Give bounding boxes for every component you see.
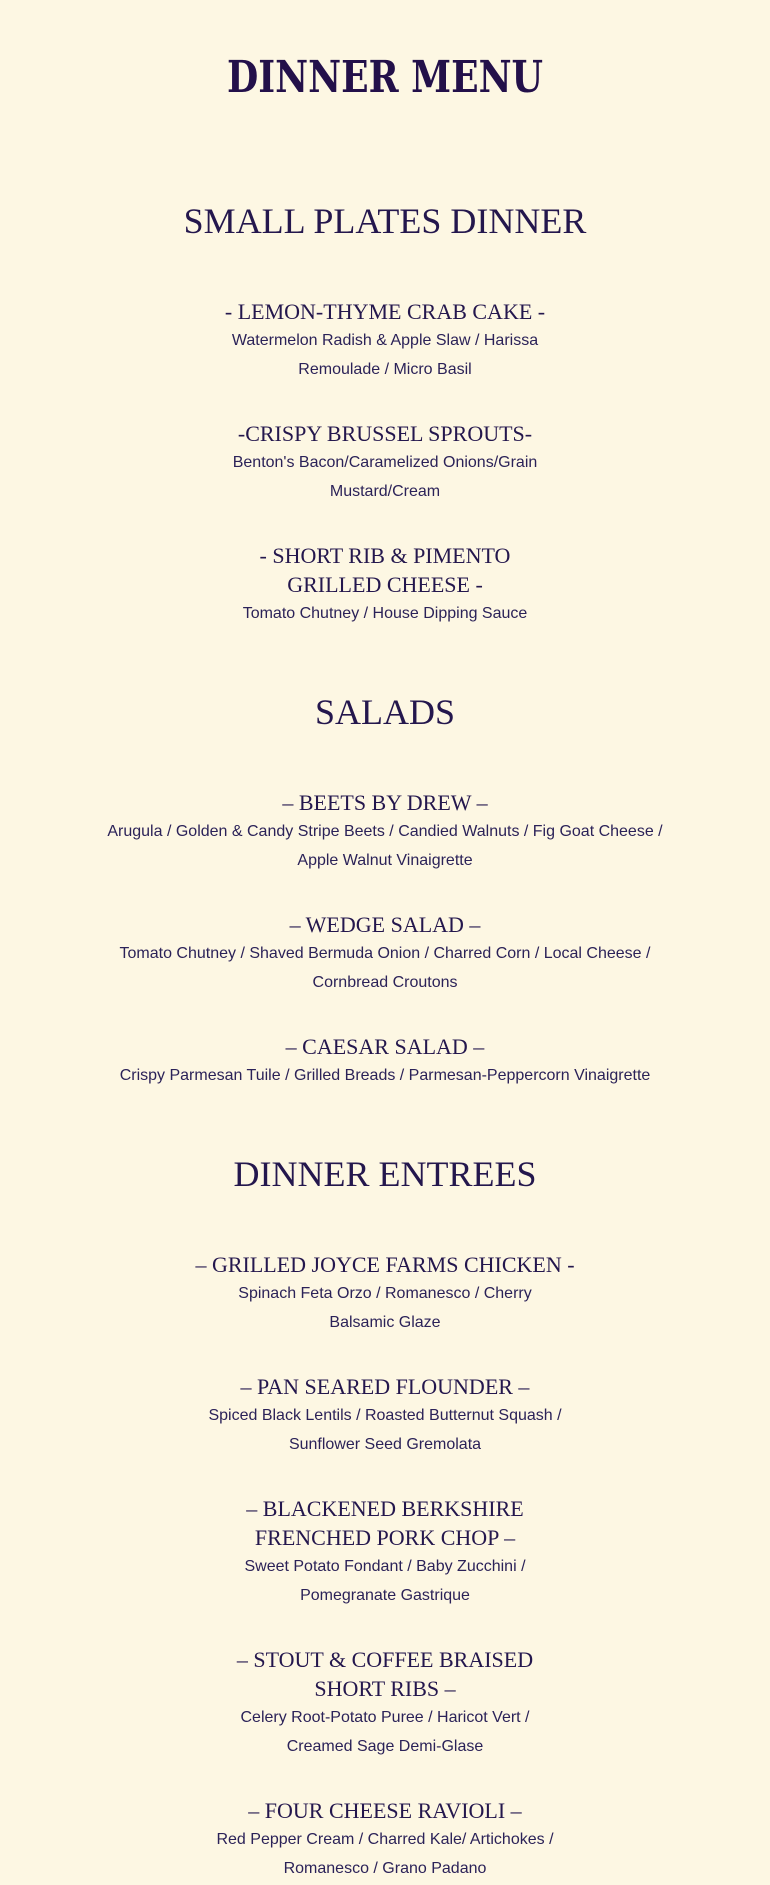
dish-description: Spinach Feta Orzo / Romanesco / Cherry Balsamic Glaze <box>238 1285 532 1331</box>
menu-item <box>0 541 770 628</box>
menu-item <box>0 910 770 997</box>
dish-description: Red Pepper Cream / Charred Kale/ Artichokes / Romanesco / Grano Padano <box>216 1831 554 1877</box>
menu-item <box>0 1032 770 1090</box>
section-dinner-entrees <box>0 1152 770 1883</box>
dish-description: Crispy Parmesan Tuile / Grilled Breads / Parmesan-Peppercorn Vinaigrette <box>119 1067 651 1084</box>
dish-name: – FOUR CHEESE RAVIOLI – <box>248 1798 522 1823</box>
dish-description: Sweet Potato Fondant / Baby Zucchini / Pomegranate Gastrique <box>244 1558 526 1604</box>
section-salads <box>0 690 770 1090</box>
menu-item <box>175 419 595 506</box>
menu-item <box>0 788 770 875</box>
menu-title: DINNER MENU <box>226 52 544 103</box>
menu-item <box>0 1796 770 1883</box>
dish-name: -CRISPY BRUSSEL SPROUTS- <box>237 421 533 446</box>
dish-description: Celery Root-Potato Puree / Haricot Vert / Creamed Sage Demi-Glase <box>240 1709 530 1755</box>
section-title: DINNER ENTREES <box>233 1154 537 1194</box>
menu-item <box>175 297 595 384</box>
dish-description: Watermelon Radish & Apple Slaw / Harissa Remoulade / Micro Basil <box>231 332 539 378</box>
menu-item <box>0 1494 770 1610</box>
dish-name: - SHORT RIB & PIMENTO GRILLED CHEESE - <box>259 543 511 597</box>
dish-description: Arugula / Golden & Candy Stripe Beets / Candied Walnuts / Fig Goat Cheese / Apple Walnut Vinaigrette <box>107 823 663 869</box>
section-small-plates <box>0 199 770 628</box>
dish-name: – PAN SEARED FLOUNDER – <box>240 1374 530 1399</box>
section-title: SMALL PLATES DINNER <box>183 201 587 241</box>
dish-name: – BEETS BY DREW – <box>282 790 488 815</box>
dish-name: – GRILLED JOYCE FARMS CHICKEN - <box>195 1252 575 1277</box>
dish-description: Tomato Chutney / House Dipping Sauce <box>242 605 528 622</box>
menu-item <box>0 1645 770 1761</box>
dish-name: – STOUT & COFFEE BRAISED SHORT RIBS – <box>236 1647 534 1701</box>
dish-description: Benton's Bacon/Caramelized Onions/Grain Mustard/Cream <box>232 454 538 500</box>
dish-name: – CAESAR SALAD – <box>285 1034 485 1059</box>
dish-description: Tomato Chutney / Shaved Bermuda Onion / Charred Corn / Local Cheese / Cornbread Croutons <box>119 945 651 991</box>
dish-name: - LEMON-THYME CRAB CAKE - <box>224 299 546 324</box>
dish-name: – WEDGE SALAD – <box>289 912 481 937</box>
dish-name: – BLACKENED BERKSHIRE FRENCHED PORK CHOP – <box>246 1496 524 1550</box>
menu-item <box>0 1250 770 1337</box>
section-title: SALADS <box>314 692 456 732</box>
menu-item <box>0 1372 770 1459</box>
dish-description: Spiced Black Lentils / Roasted Butternut Squash / Sunflower Seed Gremolata <box>208 1407 562 1453</box>
